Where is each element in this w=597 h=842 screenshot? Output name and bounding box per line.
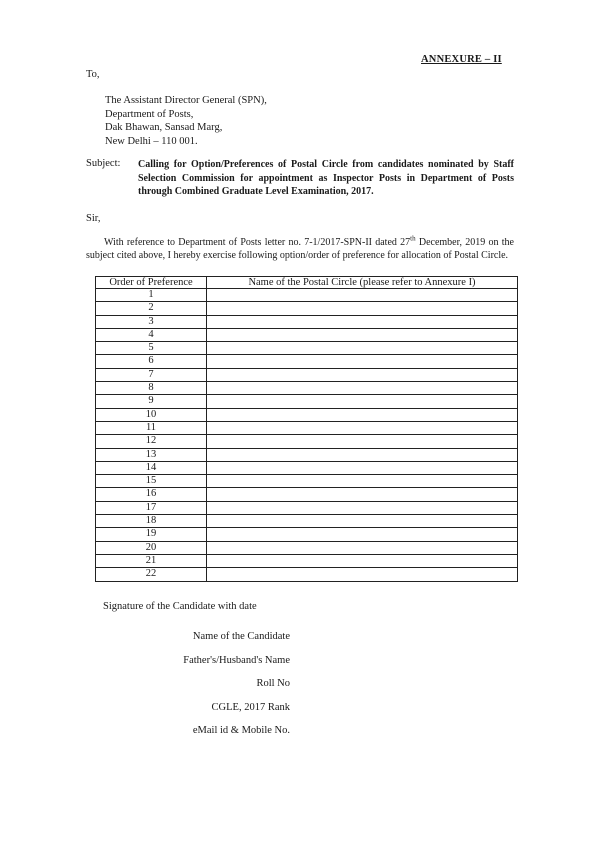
address-line: New Delhi – 110 001. xyxy=(105,135,198,147)
postal-circle-cell[interactable] xyxy=(207,355,518,368)
preference-number: 3 xyxy=(96,315,207,328)
field-father-husband-name: Father's/Husband's Name xyxy=(183,654,290,666)
address-line: The Assistant Director General (SPN), xyxy=(105,95,267,106)
preference-number: 11 xyxy=(96,421,207,434)
table-row xyxy=(96,515,518,528)
preference-table xyxy=(95,276,518,582)
column-header-order: Order of Preference xyxy=(96,277,207,289)
postal-circle-cell[interactable] xyxy=(207,435,518,448)
field-cgle-rank: CGLE, 2017 Rank xyxy=(211,701,290,713)
preference-number: 17 xyxy=(96,501,207,514)
postal-circle-cell[interactable] xyxy=(207,342,518,355)
table-row xyxy=(96,554,518,567)
subject-text: Calling for Option/Preferences of Postal Circle from candidates nominated by Staff Selection Commission for appointment as Inspector Posts in Department of Posts through Combined Graduate Level Examination, 2017. xyxy=(138,159,514,198)
postal-circle-cell[interactable] xyxy=(207,488,518,501)
postal-circle-cell[interactable] xyxy=(207,528,518,541)
candidate-fields xyxy=(120,630,290,748)
table-row xyxy=(96,475,518,488)
field-roll-no: Roll No xyxy=(256,678,290,690)
postal-circle-cell[interactable] xyxy=(207,421,518,434)
postal-circle-cell[interactable] xyxy=(207,289,518,302)
preference-number: 18 xyxy=(96,515,207,528)
signature-label: Signature of the Candidate with date xyxy=(103,601,257,612)
annexure-heading: ANNEXURE – II xyxy=(421,54,502,65)
preference-number: 1 xyxy=(96,289,207,302)
preference-number: 2 xyxy=(96,302,207,315)
preference-number: 8 xyxy=(96,382,207,395)
preference-number: 19 xyxy=(96,528,207,541)
postal-circle-cell[interactable] xyxy=(207,382,518,395)
recipient-address xyxy=(105,94,267,148)
preference-number: 16 xyxy=(96,488,207,501)
table-row xyxy=(96,528,518,541)
table-row xyxy=(96,541,518,554)
table-row xyxy=(96,568,518,581)
postal-circle-cell[interactable] xyxy=(207,395,518,408)
preference-number: 22 xyxy=(96,568,207,581)
table-row xyxy=(96,342,518,355)
table-row xyxy=(96,302,518,315)
preference-number: 13 xyxy=(96,448,207,461)
table-row xyxy=(96,368,518,381)
table-row xyxy=(96,421,518,434)
preference-number: 7 xyxy=(96,368,207,381)
table-body xyxy=(96,289,518,582)
field-email-mobile: eMail id & Mobile No. xyxy=(192,725,290,737)
table-row xyxy=(96,448,518,461)
address-line: Department of Posts, xyxy=(105,108,194,120)
postal-circle-cell[interactable] xyxy=(207,461,518,474)
table-header-row xyxy=(96,277,518,289)
preference-number: 6 xyxy=(96,355,207,368)
table-row xyxy=(96,289,518,302)
salutation: Sir, xyxy=(86,213,101,224)
body-paragraph xyxy=(86,234,514,263)
postal-circle-cell[interactable] xyxy=(207,368,518,381)
table-row xyxy=(96,461,518,474)
postal-circle-cell[interactable] xyxy=(207,554,518,567)
preference-number: 4 xyxy=(96,328,207,341)
preference-number: 5 xyxy=(96,342,207,355)
preference-number: 12 xyxy=(96,435,207,448)
table-row xyxy=(96,328,518,341)
postal-circle-cell[interactable] xyxy=(207,568,518,581)
table-row xyxy=(96,395,518,408)
preference-number: 10 xyxy=(96,408,207,421)
table-row xyxy=(96,501,518,514)
table-row xyxy=(96,382,518,395)
preference-number: 21 xyxy=(96,554,207,567)
postal-circle-cell[interactable] xyxy=(207,475,518,488)
preference-number: 9 xyxy=(96,395,207,408)
to-label: To, xyxy=(86,69,100,80)
postal-circle-cell[interactable] xyxy=(207,515,518,528)
table-row xyxy=(96,315,518,328)
column-header-circle: Name of the Postal Circle (please refer to Annexure I) xyxy=(207,277,518,289)
body-text-part1: With reference to Department of Posts letter no. 7-1/2017-SPN-II dated 27 xyxy=(104,237,411,248)
postal-circle-cell[interactable] xyxy=(207,541,518,554)
preference-number: 20 xyxy=(96,541,207,554)
postal-circle-cell[interactable] xyxy=(207,408,518,421)
postal-circle-cell[interactable] xyxy=(207,328,518,341)
postal-circle-cell[interactable] xyxy=(207,315,518,328)
table-row xyxy=(96,435,518,448)
table-row xyxy=(96,408,518,421)
address-line: Dak Bhawan, Sansad Marg, xyxy=(105,122,223,134)
body-text-part2: December, 2019 on the subject cited above, I hereby exercise following option/order of preference for allocation of Postal Circle. xyxy=(86,237,514,261)
table-row xyxy=(96,355,518,368)
body-superscript: th xyxy=(410,234,416,243)
preference-number: 14 xyxy=(96,461,207,474)
preference-number: 15 xyxy=(96,475,207,488)
field-candidate-name: Name of the Candidate xyxy=(192,631,290,642)
table-row xyxy=(96,488,518,501)
postal-circle-cell[interactable] xyxy=(207,448,518,461)
postal-circle-cell[interactable] xyxy=(207,501,518,514)
postal-circle-cell[interactable] xyxy=(207,302,518,315)
subject-label: Subject: xyxy=(86,158,121,169)
